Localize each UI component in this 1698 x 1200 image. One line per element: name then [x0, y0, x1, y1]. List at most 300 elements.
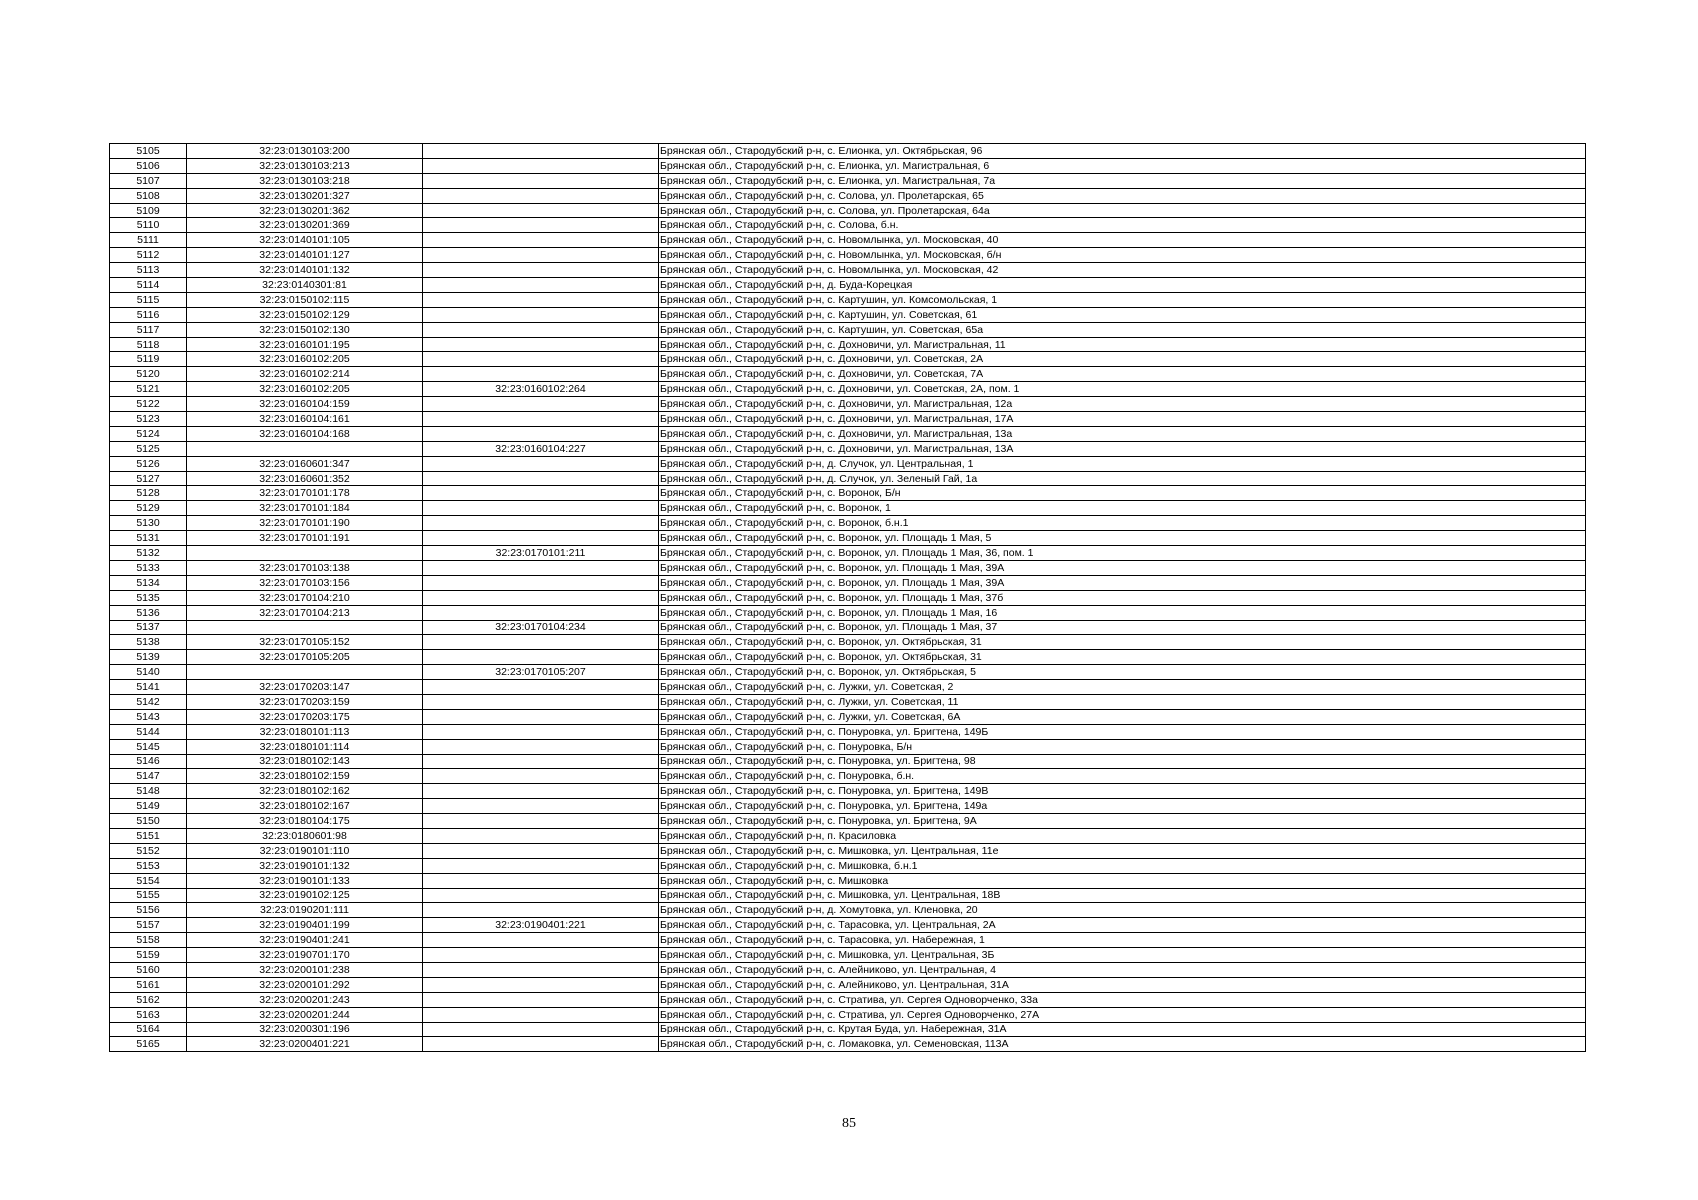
secondary-cadastral-number-cell [423, 1037, 659, 1052]
table-row [110, 784, 1586, 799]
address-cell: Брянская обл., Стародубский р-н, с. Дохновичи, ул. Советская, 2А, пом. 1 [659, 382, 1586, 397]
row-number-cell: 5118 [110, 337, 187, 352]
cadastral-number-cell: 32:23:0170203:175 [187, 709, 423, 724]
address-cell: Брянская обл., Стародубский р-н, с. Солова, ул. Пролетарская, 64а [659, 203, 1586, 218]
table-row [110, 665, 1586, 680]
row-number-cell: 5109 [110, 203, 187, 218]
secondary-cadastral-number-cell [423, 486, 659, 501]
address-cell: Брянская обл., Стародубский р-н, с. Мишковка, б.н.1 [659, 858, 1586, 873]
row-number-cell: 5137 [110, 620, 187, 635]
row-number-cell: 5116 [110, 307, 187, 322]
address-cell: Брянская обл., Стародубский р-н, с. Елионка, ул. Магистральная, 7а [659, 173, 1586, 188]
secondary-cadastral-number-cell [423, 426, 659, 441]
row-number-cell: 5142 [110, 694, 187, 709]
table-row [110, 486, 1586, 501]
address-cell: Брянская обл., Стародубский р-н, с. Крутая Буда, ул. Набережная, 31А [659, 1022, 1586, 1037]
row-number-cell: 5108 [110, 188, 187, 203]
row-number-cell: 5113 [110, 263, 187, 278]
address-cell: Брянская обл., Стародубский р-н, с. Дохновичи, ул. Магистральная, 13А [659, 441, 1586, 456]
address-cell: Брянская обл., Стародубский р-н, с. Воронок, ул. Октябрьская, 31 [659, 650, 1586, 665]
table-row [110, 203, 1586, 218]
address-cell: Брянская обл., Стародубский р-н, п. Красиловка [659, 828, 1586, 843]
address-cell: Брянская обл., Стародубский р-н, д. Хомутовка, ул. Кленовка, 20 [659, 903, 1586, 918]
secondary-cadastral-number-cell [423, 843, 659, 858]
table-row [110, 471, 1586, 486]
table-row [110, 739, 1586, 754]
address-cell: Брянская обл., Стародубский р-н, с. Понуровка, ул. Бригтена, 149Б [659, 724, 1586, 739]
address-cell: Брянская обл., Стародубский р-н, с. Воронок, ул. Площадь 1 Мая, 37 [659, 620, 1586, 635]
table-row [110, 799, 1586, 814]
cadastral-number-cell: 32:23:0150102:130 [187, 322, 423, 337]
cadastral-number-cell: 32:23:0200401:221 [187, 1037, 423, 1052]
address-cell: Брянская обл., Стародубский р-н, с. Стратива, ул. Сергея Одноворченко, 33а [659, 992, 1586, 1007]
table-row [110, 531, 1586, 546]
secondary-cadastral-number-cell [423, 680, 659, 695]
cadastral-number-cell: 32:23:0140101:127 [187, 248, 423, 263]
address-cell: Брянская обл., Стародубский р-н, с. Мишковка, ул. Центральная, 3Б [659, 948, 1586, 963]
table-row [110, 694, 1586, 709]
secondary-cadastral-number-cell [423, 635, 659, 650]
table-row [110, 858, 1586, 873]
cadastral-number-cell: 32:23:0130201:369 [187, 218, 423, 233]
row-number-cell: 5155 [110, 888, 187, 903]
table-row [110, 620, 1586, 635]
cadastral-number-cell: 32:23:0180102:167 [187, 799, 423, 814]
address-cell: Брянская обл., Стародубский р-н, с. Воронок, ул. Октябрьская, 5 [659, 665, 1586, 680]
secondary-cadastral-number-cell [423, 650, 659, 665]
address-cell: Брянская обл., Стародубский р-н, с. Елионка, ул. Октябрьская, 96 [659, 144, 1586, 159]
address-cell: Брянская обл., Стародубский р-н, с. Лужки, ул. Советская, 6А [659, 709, 1586, 724]
secondary-cadastral-number-cell [423, 903, 659, 918]
table-row [110, 635, 1586, 650]
table-body [110, 144, 1586, 1052]
cadastral-number-cell: 32:23:0130103:213 [187, 158, 423, 173]
cadastral-number-cell: 32:23:0180101:114 [187, 739, 423, 754]
row-number-cell: 5115 [110, 292, 187, 307]
cadastral-number-cell: 32:23:0160601:347 [187, 456, 423, 471]
address-cell: Брянская обл., Стародубский р-н, с. Тарасовка, ул. Центральная, 2А [659, 918, 1586, 933]
cadastral-number-cell: 32:23:0160104:161 [187, 412, 423, 427]
cadastral-number-cell: 32:23:0170203:159 [187, 694, 423, 709]
row-number-cell: 5135 [110, 590, 187, 605]
row-number-cell: 5149 [110, 799, 187, 814]
address-cell: Брянская обл., Стародубский р-н, с. Лужки, ул. Советская, 11 [659, 694, 1586, 709]
cadastral-number-cell: 32:23:0170103:156 [187, 575, 423, 590]
row-number-cell: 5143 [110, 709, 187, 724]
cadastral-number-cell: 32:23:0160104:168 [187, 426, 423, 441]
table-row [110, 933, 1586, 948]
table-row [110, 397, 1586, 412]
row-number-cell: 5112 [110, 248, 187, 263]
secondary-cadastral-number-cell [423, 873, 659, 888]
row-number-cell: 5154 [110, 873, 187, 888]
cadastral-number-cell: 32:23:0160102:205 [187, 352, 423, 367]
address-cell: Брянская обл., Стародубский р-н, с. Дохновичи, ул. Советская, 2А [659, 352, 1586, 367]
secondary-cadastral-number-cell [423, 888, 659, 903]
table-row [110, 278, 1586, 293]
table-row [110, 337, 1586, 352]
row-number-cell: 5146 [110, 754, 187, 769]
secondary-cadastral-number-cell [423, 188, 659, 203]
page-number: 85 [842, 1116, 856, 1131]
row-number-cell: 5140 [110, 665, 187, 680]
address-cell: Брянская обл., Стародубский р-н, с. Воронок, Б/н [659, 486, 1586, 501]
row-number-cell: 5151 [110, 828, 187, 843]
cadastral-number-cell: 32:23:0190701:170 [187, 948, 423, 963]
cadastral-number-cell: 32:23:0160101:195 [187, 337, 423, 352]
table-row [110, 426, 1586, 441]
secondary-cadastral-number-cell [423, 516, 659, 531]
cadastral-number-cell: 32:23:0130103:200 [187, 144, 423, 159]
row-number-cell: 5134 [110, 575, 187, 590]
table-row [110, 650, 1586, 665]
address-cell: Брянская обл., Стародубский р-н, с. Картушин, ул. Советская, 61 [659, 307, 1586, 322]
table-row [110, 814, 1586, 829]
table-row [110, 233, 1586, 248]
row-number-cell: 5130 [110, 516, 187, 531]
cadastral-number-cell: 32:23:0130103:218 [187, 173, 423, 188]
secondary-cadastral-number-cell: 32:23:0190401:221 [423, 918, 659, 933]
secondary-cadastral-number-cell [423, 233, 659, 248]
address-cell: Брянская обл., Стародубский р-н, с. Новомлынка, ул. Московская, 40 [659, 233, 1586, 248]
row-number-cell: 5161 [110, 977, 187, 992]
table-row [110, 441, 1586, 456]
secondary-cadastral-number-cell [423, 218, 659, 233]
table-row [110, 367, 1586, 382]
table-row [110, 173, 1586, 188]
cadastral-number-cell: 32:23:0140101:105 [187, 233, 423, 248]
secondary-cadastral-number-cell [423, 412, 659, 427]
secondary-cadastral-number-cell [423, 754, 659, 769]
table-row [110, 962, 1586, 977]
secondary-cadastral-number-cell [423, 501, 659, 516]
row-number-cell: 5132 [110, 546, 187, 561]
row-number-cell: 5160 [110, 962, 187, 977]
table-row [110, 382, 1586, 397]
address-cell: Брянская обл., Стародубский р-н, с. Тарасовка, ул. Набережная, 1 [659, 933, 1586, 948]
cadastral-number-cell: 32:23:0190101:110 [187, 843, 423, 858]
cadastral-number-cell [187, 546, 423, 561]
table-row [110, 560, 1586, 575]
cadastral-number-cell [187, 441, 423, 456]
cadastral-number-cell: 32:23:0200101:292 [187, 977, 423, 992]
row-number-cell: 5147 [110, 769, 187, 784]
row-number-cell: 5163 [110, 1007, 187, 1022]
address-cell: Брянская обл., Стародубский р-н, с. Дохновичи, ул. Магистральная, 11 [659, 337, 1586, 352]
table-row [110, 546, 1586, 561]
secondary-cadastral-number-cell [423, 814, 659, 829]
row-number-cell: 5114 [110, 278, 187, 293]
table-row [110, 724, 1586, 739]
cadastral-number-cell: 32:23:0150102:129 [187, 307, 423, 322]
secondary-cadastral-number-cell [423, 1022, 659, 1037]
secondary-cadastral-number-cell [423, 263, 659, 278]
table-row [110, 977, 1586, 992]
address-cell: Брянская обл., Стародубский р-н, с. Воронок, ул. Площадь 1 Мая, 36, пом. 1 [659, 546, 1586, 561]
address-cell: Брянская обл., Стародубский р-н, с. Новомлынка, ул. Московская, б/н [659, 248, 1586, 263]
table-row [110, 605, 1586, 620]
secondary-cadastral-number-cell [423, 560, 659, 575]
row-number-cell: 5106 [110, 158, 187, 173]
secondary-cadastral-number-cell [423, 784, 659, 799]
row-number-cell: 5117 [110, 322, 187, 337]
cadastral-number-cell: 32:23:0190101:132 [187, 858, 423, 873]
address-cell: Брянская обл., Стародубский р-н, с. Воронок, ул. Площадь 1 Мая, 5 [659, 531, 1586, 546]
address-cell: Брянская обл., Стародубский р-н, с. Ломаковка, ул. Семеновская, 113А [659, 1037, 1586, 1052]
table-row [110, 322, 1586, 337]
row-number-cell: 5144 [110, 724, 187, 739]
address-cell: Брянская обл., Стародубский р-н, с. Дохновичи, ул. Магистральная, 12а [659, 397, 1586, 412]
table-row [110, 501, 1586, 516]
secondary-cadastral-number-cell: 32:23:0170104:234 [423, 620, 659, 635]
cadastral-number-cell: 32:23:0130201:362 [187, 203, 423, 218]
table-row [110, 709, 1586, 724]
cadastral-number-cell [187, 665, 423, 680]
address-cell: Брянская обл., Стародубский р-н, с. Понуровка, ул. Бригтена, 149а [659, 799, 1586, 814]
table-row [110, 992, 1586, 1007]
secondary-cadastral-number-cell: 32:23:0160104:227 [423, 441, 659, 456]
table-row [110, 144, 1586, 159]
secondary-cadastral-number-cell [423, 248, 659, 263]
table-row [110, 843, 1586, 858]
secondary-cadastral-number-cell [423, 278, 659, 293]
cadastral-number-cell: 32:23:0150102:115 [187, 292, 423, 307]
cadastral-number-cell: 32:23:0160104:159 [187, 397, 423, 412]
row-number-cell: 5156 [110, 903, 187, 918]
secondary-cadastral-number-cell [423, 828, 659, 843]
table-row [110, 575, 1586, 590]
cadastral-number-cell: 32:23:0190201:111 [187, 903, 423, 918]
cadastral-number-cell: 32:23:0180601:98 [187, 828, 423, 843]
table-row [110, 590, 1586, 605]
secondary-cadastral-number-cell [423, 173, 659, 188]
secondary-cadastral-number-cell [423, 531, 659, 546]
cadastral-number-cell: 32:23:0130201:327 [187, 188, 423, 203]
address-cell: Брянская обл., Стародубский р-н, с. Елионка, ул. Магистральная, 6 [659, 158, 1586, 173]
row-number-cell: 5152 [110, 843, 187, 858]
row-number-cell: 5162 [110, 992, 187, 1007]
table-row [110, 248, 1586, 263]
table-row [110, 1037, 1586, 1052]
row-number-cell: 5127 [110, 471, 187, 486]
cadastral-number-cell: 32:23:0190102:125 [187, 888, 423, 903]
cadastral-number-cell: 32:23:0140301:81 [187, 278, 423, 293]
row-number-cell: 5150 [110, 814, 187, 829]
cadastral-number-cell: 32:23:0190401:199 [187, 918, 423, 933]
cadastral-number-cell: 32:23:0140101:132 [187, 263, 423, 278]
property-table [109, 143, 1586, 1052]
address-cell: Брянская обл., Стародубский р-н, с. Дохновичи, ул. Магистральная, 13а [659, 426, 1586, 441]
cadastral-number-cell: 32:23:0160102:205 [187, 382, 423, 397]
row-number-cell: 5148 [110, 784, 187, 799]
cadastral-number-cell: 32:23:0180102:143 [187, 754, 423, 769]
secondary-cadastral-number-cell [423, 739, 659, 754]
secondary-cadastral-number-cell [423, 694, 659, 709]
secondary-cadastral-number-cell [423, 590, 659, 605]
row-number-cell: 5157 [110, 918, 187, 933]
secondary-cadastral-number-cell [423, 352, 659, 367]
secondary-cadastral-number-cell [423, 307, 659, 322]
address-cell: Брянская обл., Стародубский р-н, с. Мишковка, ул. Центральная, 18В [659, 888, 1586, 903]
table-row [110, 918, 1586, 933]
address-cell: Брянская обл., Стародубский р-н, с. Лужки, ул. Советская, 2 [659, 680, 1586, 695]
address-cell: Брянская обл., Стародубский р-н, с. Дохновичи, ул. Магистральная, 17А [659, 412, 1586, 427]
address-cell: Брянская обл., Стародубский р-н, с. Мишковка, ул. Центральная, 11е [659, 843, 1586, 858]
address-cell: Брянская обл., Стародубский р-н, с. Воронок, ул. Площадь 1 Мая, 39А [659, 560, 1586, 575]
cadastral-number-cell: 32:23:0170104:210 [187, 590, 423, 605]
row-number-cell: 5145 [110, 739, 187, 754]
secondary-cadastral-number-cell [423, 322, 659, 337]
secondary-cadastral-number-cell [423, 962, 659, 977]
cadastral-number-cell: 32:23:0170104:213 [187, 605, 423, 620]
row-number-cell: 5139 [110, 650, 187, 665]
cadastral-number-cell: 32:23:0170105:152 [187, 635, 423, 650]
row-number-cell: 5165 [110, 1037, 187, 1052]
address-cell: Брянская обл., Стародубский р-н, с. Понуровка, Б/н [659, 739, 1586, 754]
row-number-cell: 5141 [110, 680, 187, 695]
row-number-cell: 5126 [110, 456, 187, 471]
row-number-cell: 5131 [110, 531, 187, 546]
table-row [110, 888, 1586, 903]
table-row [110, 307, 1586, 322]
address-cell: Брянская обл., Стародубский р-н, с. Алейниково, ул. Центральная, 31А [659, 977, 1586, 992]
secondary-cadastral-number-cell [423, 769, 659, 784]
row-number-cell: 5107 [110, 173, 187, 188]
address-cell: Брянская обл., Стародубский р-н, с. Картушин, ул. Советская, 65а [659, 322, 1586, 337]
cadastral-number-cell: 32:23:0160601:352 [187, 471, 423, 486]
secondary-cadastral-number-cell [423, 605, 659, 620]
cadastral-number-cell: 32:23:0180102:159 [187, 769, 423, 784]
table-row [110, 292, 1586, 307]
row-number-cell: 5158 [110, 933, 187, 948]
table-row [110, 754, 1586, 769]
cadastral-number-cell: 32:23:0200101:238 [187, 962, 423, 977]
row-number-cell: 5159 [110, 948, 187, 963]
address-cell: Брянская обл., Стародубский р-н, с. Понуровка, ул. Бригтена, 9А [659, 814, 1586, 829]
secondary-cadastral-number-cell [423, 948, 659, 963]
secondary-cadastral-number-cell [423, 337, 659, 352]
secondary-cadastral-number-cell [423, 1007, 659, 1022]
table-row [110, 873, 1586, 888]
row-number-cell: 5153 [110, 858, 187, 873]
address-cell: Брянская обл., Стародубский р-н, с. Новомлынка, ул. Московская, 42 [659, 263, 1586, 278]
cadastral-number-cell: 32:23:0180101:113 [187, 724, 423, 739]
table-row [110, 948, 1586, 963]
row-number-cell: 5128 [110, 486, 187, 501]
address-cell: Брянская обл., Стародубский р-н, д. Буда-Корецкая [659, 278, 1586, 293]
address-cell: Брянская обл., Стародубский р-н, с. Понуровка, ул. Бригтена, 149В [659, 784, 1586, 799]
row-number-cell: 5105 [110, 144, 187, 159]
row-number-cell: 5120 [110, 367, 187, 382]
cadastral-number-cell: 32:23:0170101:191 [187, 531, 423, 546]
cadastral-number-cell: 32:23:0170101:190 [187, 516, 423, 531]
secondary-cadastral-number-cell [423, 397, 659, 412]
cadastral-number-cell: 32:23:0170101:178 [187, 486, 423, 501]
secondary-cadastral-number-cell [423, 977, 659, 992]
cadastral-number-cell [187, 620, 423, 635]
row-number-cell: 5138 [110, 635, 187, 650]
address-cell: Брянская обл., Стародубский р-н, с. Картушин, ул. Комсомольская, 1 [659, 292, 1586, 307]
address-cell: Брянская обл., Стародубский р-н, с. Воронок, ул. Площадь 1 Мая, 39А [659, 575, 1586, 590]
table-row [110, 412, 1586, 427]
row-number-cell: 5164 [110, 1022, 187, 1037]
address-cell: Брянская обл., Стародубский р-н, с. Понуровка, б.н. [659, 769, 1586, 784]
address-cell: Брянская обл., Стародубский р-н, с. Дохновичи, ул. Советская, 7А [659, 367, 1586, 382]
row-number-cell: 5125 [110, 441, 187, 456]
cadastral-number-cell: 32:23:0170203:147 [187, 680, 423, 695]
cadastral-number-cell: 32:23:0200201:244 [187, 1007, 423, 1022]
row-number-cell: 5124 [110, 426, 187, 441]
secondary-cadastral-number-cell: 32:23:0170105:207 [423, 665, 659, 680]
secondary-cadastral-number-cell [423, 933, 659, 948]
address-cell: Брянская обл., Стародубский р-н, с. Алейниково, ул. Центральная, 4 [659, 962, 1586, 977]
table-row [110, 1022, 1586, 1037]
table-row [110, 188, 1586, 203]
secondary-cadastral-number-cell [423, 203, 659, 218]
address-cell: Брянская обл., Стародубский р-н, д. Случок, ул. Центральная, 1 [659, 456, 1586, 471]
secondary-cadastral-number-cell [423, 799, 659, 814]
address-cell: Брянская обл., Стародубский р-н, с. Мишковка [659, 873, 1586, 888]
table-row [110, 680, 1586, 695]
secondary-cadastral-number-cell [423, 292, 659, 307]
cadastral-number-cell: 32:23:0200201:243 [187, 992, 423, 1007]
secondary-cadastral-number-cell: 32:23:0160102:264 [423, 382, 659, 397]
secondary-cadastral-number-cell [423, 709, 659, 724]
secondary-cadastral-number-cell: 32:23:0170101:211 [423, 546, 659, 561]
cadastral-number-cell: 32:23:0180104:175 [187, 814, 423, 829]
secondary-cadastral-number-cell [423, 575, 659, 590]
table-row [110, 516, 1586, 531]
cadastral-number-cell: 32:23:0170105:205 [187, 650, 423, 665]
table-row [110, 456, 1586, 471]
address-cell: Брянская обл., Стародубский р-н, с. Солова, ул. Пролетарская, 65 [659, 188, 1586, 203]
cadastral-number-cell: 32:23:0160102:214 [187, 367, 423, 382]
row-number-cell: 5111 [110, 233, 187, 248]
address-cell: Брянская обл., Стародубский р-н, с. Воронок, б.н.1 [659, 516, 1586, 531]
table-row [110, 158, 1586, 173]
secondary-cadastral-number-cell [423, 158, 659, 173]
address-cell: Брянская обл., Стародубский р-н, с. Воронок, ул. Площадь 1 Мая, 37б [659, 590, 1586, 605]
secondary-cadastral-number-cell [423, 367, 659, 382]
address-cell: Брянская обл., Стародубский р-н, с. Солова, б.н. [659, 218, 1586, 233]
address-cell: Брянская обл., Стародубский р-н, с. Понуровка, ул. Бригтена, 98 [659, 754, 1586, 769]
table-row [110, 903, 1586, 918]
cadastral-number-cell: 32:23:0170103:138 [187, 560, 423, 575]
row-number-cell: 5123 [110, 412, 187, 427]
table-row [110, 263, 1586, 278]
table-row [110, 828, 1586, 843]
row-number-cell: 5122 [110, 397, 187, 412]
secondary-cadastral-number-cell [423, 858, 659, 873]
secondary-cadastral-number-cell [423, 144, 659, 159]
address-cell: Брянская обл., Стародубский р-н, с. Воронок, ул. Октябрьская, 31 [659, 635, 1586, 650]
address-cell: Брянская обл., Стародубский р-н, с. Стратива, ул. Сергея Одноворченко, 27А [659, 1007, 1586, 1022]
row-number-cell: 5129 [110, 501, 187, 516]
row-number-cell: 5119 [110, 352, 187, 367]
row-number-cell: 5136 [110, 605, 187, 620]
row-number-cell: 5133 [110, 560, 187, 575]
row-number-cell: 5121 [110, 382, 187, 397]
cadastral-number-cell: 32:23:0190401:241 [187, 933, 423, 948]
secondary-cadastral-number-cell [423, 992, 659, 1007]
secondary-cadastral-number-cell [423, 724, 659, 739]
secondary-cadastral-number-cell [423, 471, 659, 486]
address-cell: Брянская обл., Стародубский р-н, с. Воронок, 1 [659, 501, 1586, 516]
cadastral-number-cell: 32:23:0170101:184 [187, 501, 423, 516]
address-cell: Брянская обл., Стародубский р-н, с. Воронок, ул. Площадь 1 Мая, 16 [659, 605, 1586, 620]
address-cell: Брянская обл., Стародубский р-н, д. Случок, ул. Зеленый Гай, 1а [659, 471, 1586, 486]
cadastral-number-cell: 32:23:0180102:162 [187, 784, 423, 799]
